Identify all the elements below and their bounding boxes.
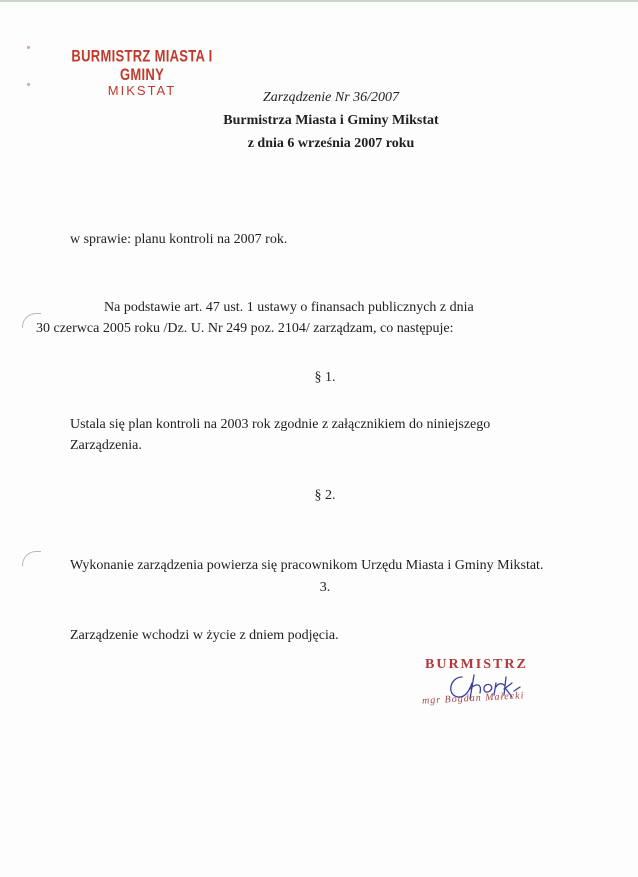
effective-paragraph: Zarządzenie wchodzi w życie z dniem podjęcia. [70, 628, 339, 643]
subject-line: w sprawie: planu kontroli na 2007 rok. [70, 232, 288, 247]
office-stamp-line2: MIKSTAT [107, 83, 177, 98]
document-title: Zarządzenie Nr 36/2007 [262, 90, 400, 105]
legal-basis-paragraph [36, 297, 530, 339]
signature-stamp-title: BURMISTRZ [425, 657, 528, 672]
plan-line1: Ustala się plan kontroli na 2003 rok zgodnie z załącznikiem do niniejszego [70, 417, 491, 432]
section-3-heading: 3. [319, 580, 331, 595]
top-edge-line [0, 0, 638, 2]
office-stamp-line1: BURMISTRZ MIASTA I GMINY [71, 46, 213, 84]
execution-paragraph: Wykonanie zarządzenia powierza się pracownikom Urzędu Miasta i Gminy Mikstat. [70, 558, 544, 573]
punch-hole-mark [22, 551, 41, 566]
scan-dot [27, 46, 30, 49]
legal-basis-line2: 30 czerwca 2005 roku /Dz. U. Nr 249 poz. 2104/ zarządzam, co następuje: [36, 321, 454, 336]
document-date: z dnia 6 września 2007 roku [247, 136, 415, 151]
scan-dot [27, 83, 30, 86]
legal-basis-line1: Na podstawie art. 47 ust. 1 ustawy o finansach publicznych z dnia [104, 300, 474, 315]
document-issuer: Burmistrza Miasta i Gminy Mikstat [223, 113, 439, 128]
section-1-heading: § 1. [314, 370, 336, 385]
signature-stamp-name: mgr Bogdan Małecki [421, 690, 525, 707]
section-2-heading: § 2. [314, 488, 336, 503]
signature-stamp [410, 655, 550, 725]
plan-paragraph [70, 414, 530, 456]
plan-line2: Zarządzenia. [70, 438, 142, 453]
